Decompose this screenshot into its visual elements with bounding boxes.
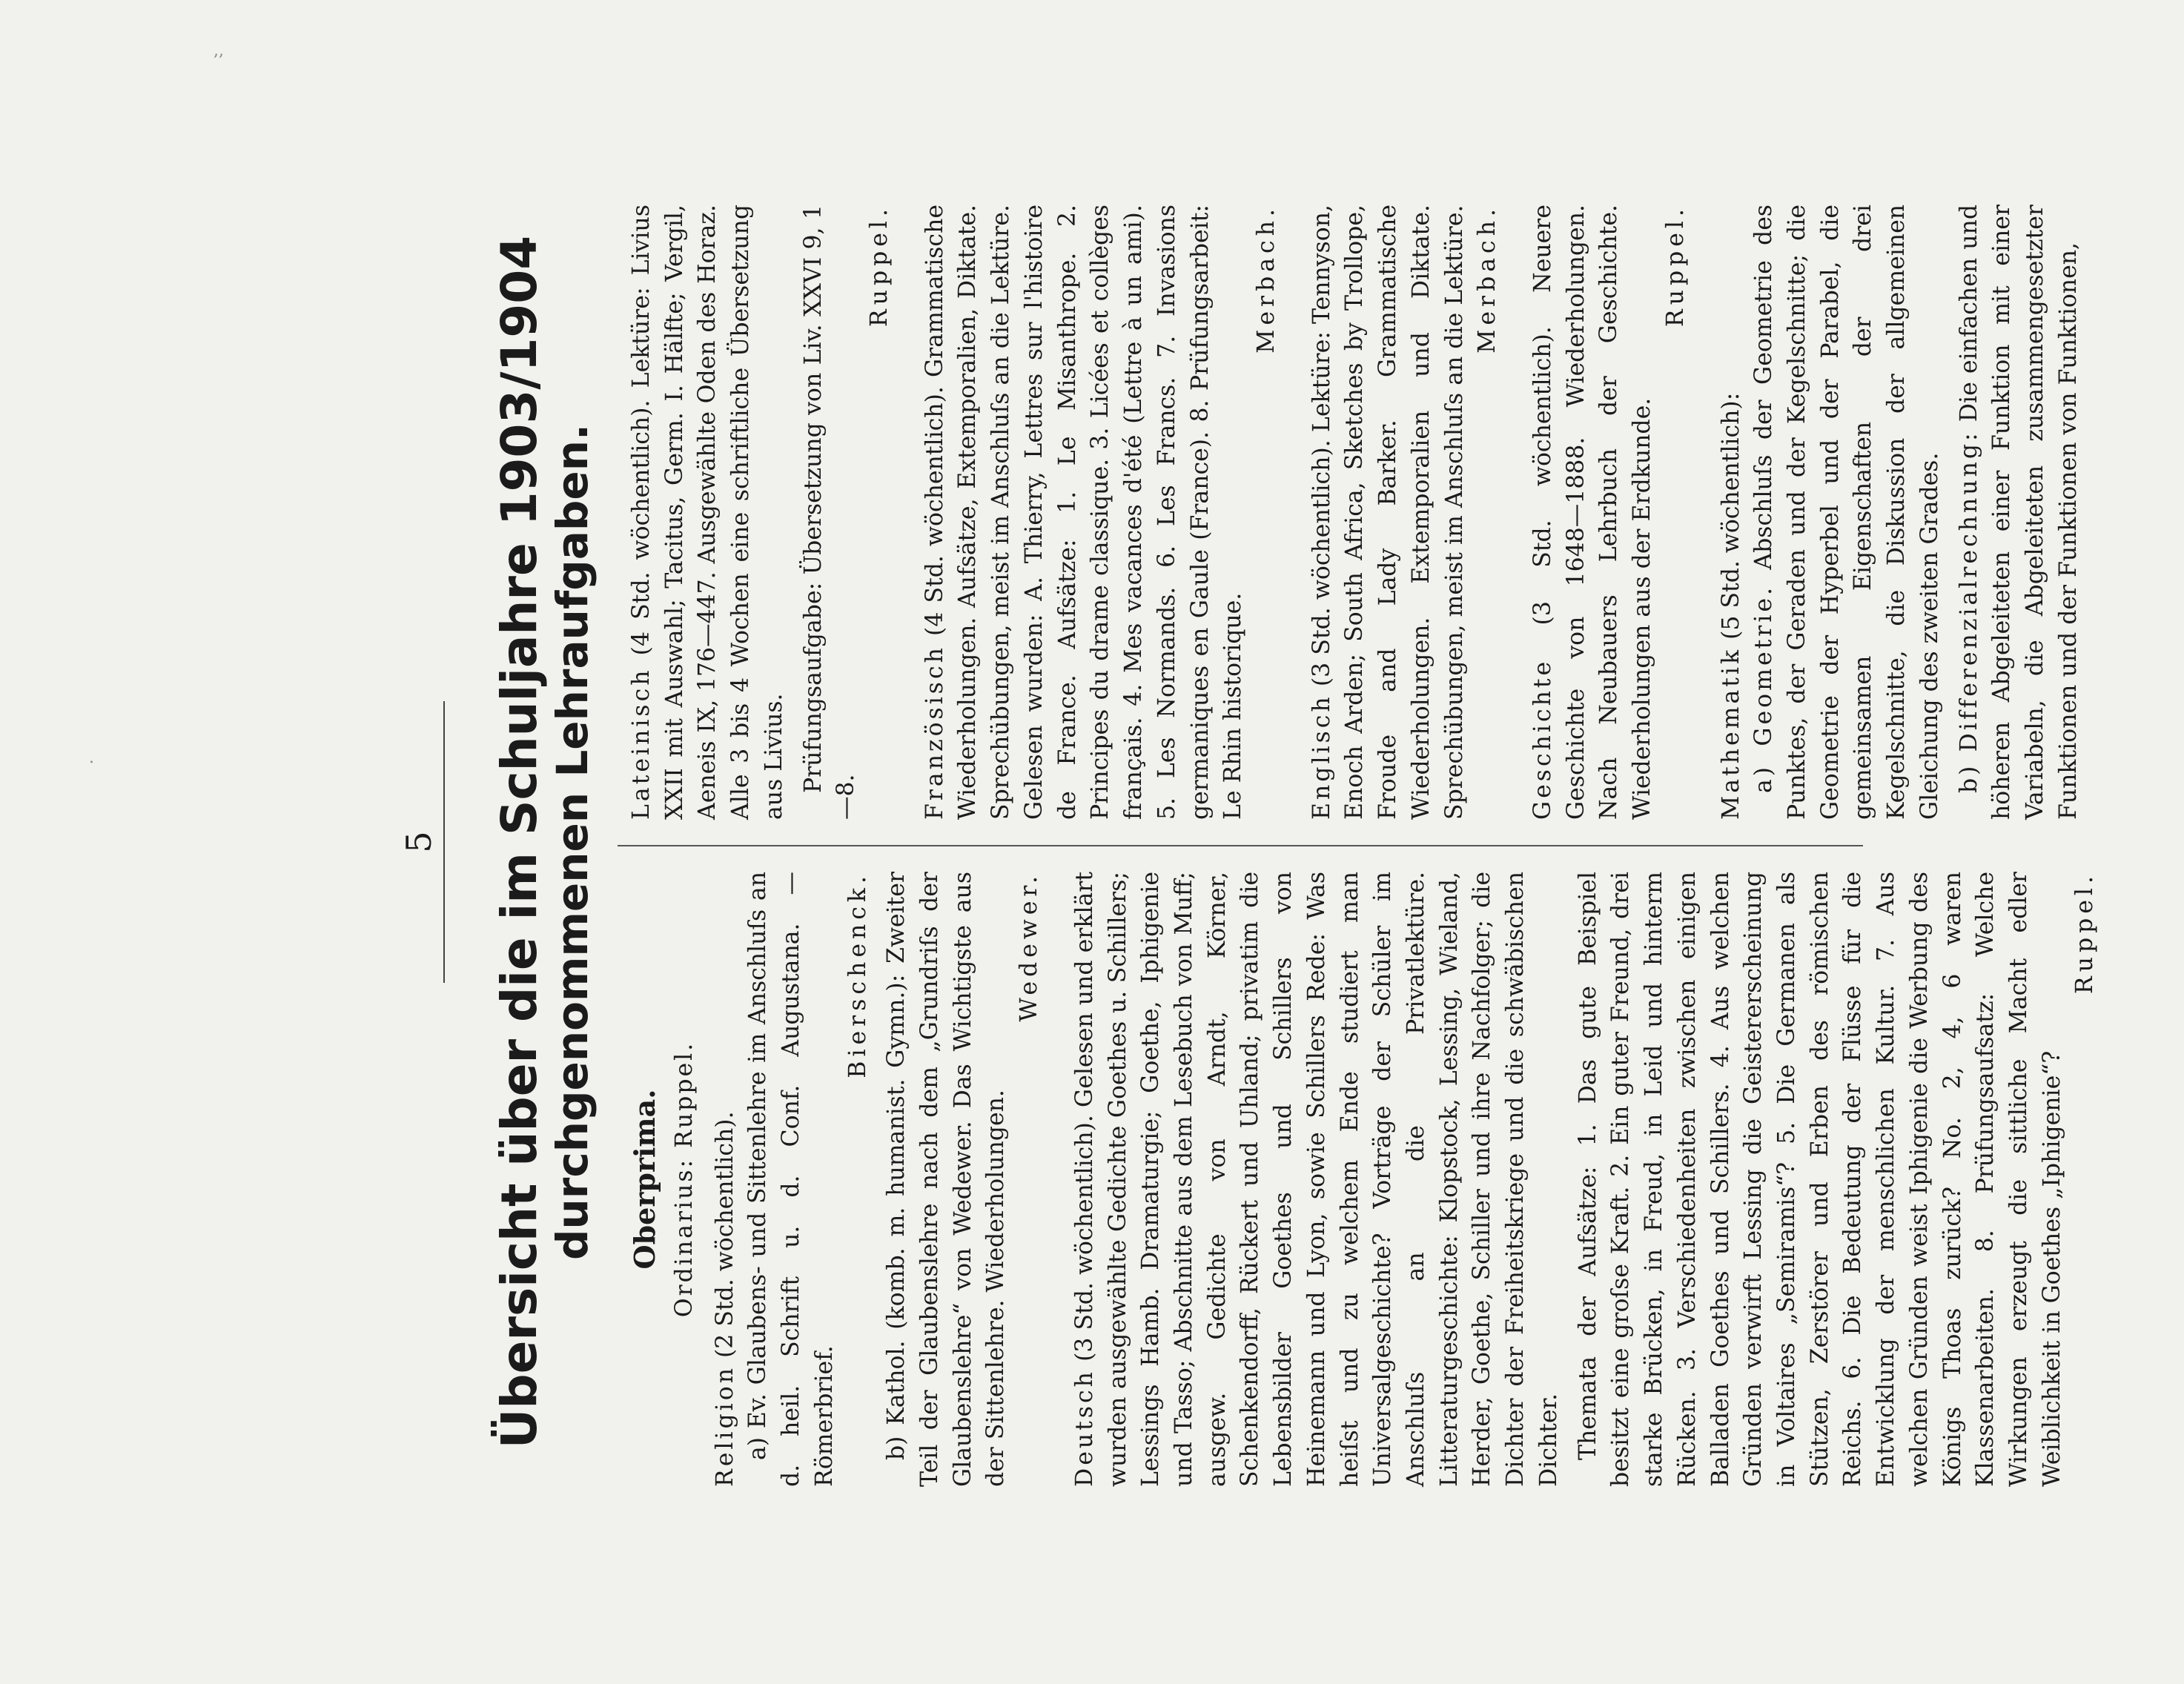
subject-label-mathematik: Mathematik <box>1717 646 1744 820</box>
teacher-signature: Ruppel. <box>866 205 893 328</box>
ordinarius-line: Ordinarius: Ruppel. <box>670 1041 698 1318</box>
religion-b-text: (komb. m. humanist. Gymn.): Zweiter Teil der Glaubenslehre nach dem „Grundriſs der Glaubenslehre“ von Wedewer. Das Wichtigste aus der Sittenlehre. Wiederholungen. <box>883 872 1010 1487</box>
page-number: 5 <box>399 831 439 853</box>
latein-section <box>625 205 896 820</box>
subject-label-religion: Religion <box>711 1365 738 1487</box>
mathematik-hours: (5 Std. wöchentlich): <box>1717 392 1744 640</box>
scan-mark: ,, <box>214 42 224 60</box>
teacher-signature: Ruppel. <box>2071 872 2099 995</box>
mathematik-a-text: Abschluſs der Geometrie des Punktes, der Geraden und der Kegelschnitte; die Geometrie der Hyperbel und der Parabel, die gemeinsamen Eigenschaften der drei Kegelschnitte, die Diskussion der allgemeinen Gleichung des zweiten Grades. <box>1750 204 1943 820</box>
subject-label-deutsch: Deutsch <box>1071 1369 1098 1487</box>
englisch-text: (3 Std. wöchentlich). Lektüre: Tennyson, Enoch Arden; South Africa, Sketches by Trollope, Froude and Lady Barker. Grammatische Wiederholungen. Extemporalien und Diktate. Sprechübungen, meist im Anschluſs an die Lektüre. <box>1308 205 1468 820</box>
religion-section <box>709 872 1046 1487</box>
subject-label-latein: Lateinisch <box>628 667 655 820</box>
religion-hours: (2 Std. wöchentlich). <box>711 1111 738 1358</box>
franzoesisch-section <box>919 205 1283 820</box>
subject-label-geschichte: Geschichte <box>1529 658 1556 820</box>
religion-b-label: b) Kathol. <box>883 1340 910 1460</box>
subject-label-franzoesisch: Französisch <box>921 645 948 820</box>
deutsch-section <box>1068 872 2102 1487</box>
mathematik-section <box>1715 205 2085 820</box>
left-column <box>625 872 2124 1487</box>
deutsch-text: (3 Std. wöchentlich). Gelesen und erklärt wurden ausgewählte Gedichte Goethes u. Schillers; Lessings Hamb. Dramaturgie; Goethe, Iphigenie und Tasso; Abschnitte aus dem Lesebuch von Muff; ausgew. Gedichte von Arndt, Körner, Schenkendorff, Rückert und Uhland; privatim die Lebensbilder Goethes und Schillers von Heinemann und Lyon, sowie Schillers Rede: Was heiſst und zu welchem Ende studiert man Universalgeschichte? Vorträge der Schüler im Anschluſs an die Privatlektüre. Litteraturgeschichte: Klopstock, Lessing, Wieland, Herder, Goethe, Schiller und ihre Nachfolger; die Dichter der Freiheitskriege und die schwäbischen Dichter. <box>1071 872 1562 1487</box>
mathematik-b-text: Die einfachen und höheren Abgeleiteten einer Funktion mit einer Variabeln, die Abgeleiteten zusammengesetzter Funktionen und der Funktionen von Funktionen, <box>1955 205 2082 820</box>
franzoesisch-text: (4 Std. wöchentlich). Grammatische Wiederholungen. Aufsätze, Extemporalien, Diktate. Sprechübungen, meist im Anschluſs an die Lektüre. Gelesen wurden: A. Thierry, Lettres sur l'histoire de France. Aufsätze: 1. Le Misanthrope. 2. Principes du drame classique. 3. Licées et collèges français. 4. Mes vacances d'été (Lettre à un ami). 5. Les Normands. 6. Les Francs. 7. Invasions germaniques en Gaule (France). 8. Prüfungsarbeit: Le Rhin historique. <box>921 205 1247 820</box>
geschichte-section <box>1526 205 1692 820</box>
mathematik-b-label: b) Differenzialrechnung: <box>1955 430 1982 793</box>
religion-a-text: Glaubens- und Sittenlehre im Anschluſs an d. heil. Schrift u. d. Conf. Augustana. — Römerbrief. <box>744 871 838 1487</box>
themata-text: 1. Das gute Beispiel besitzt eine groſse Kraft. 2. Ein guter Freund, drei starke Brücken, in Freud, in Leid und hinterm Rücken. 3. Verschiedenheiten zwischen einigen Balladen Goethes und Schillers. 4. Aus welchen Gründen verwirft Lessing die Geistererscheinung in Voltaires „Semiramis“? 5. Die Germanen als Stützen, Zerstörer und Erben des römischen Reichs. 6. Die Bedeutung der Flüsse für die Entwicklung der menschlichen Kultur. 7. Aus welchen Gründen weist Iphigenie die Werbung des Königs Thoas zurück? No. 2, 4, 6 waren Klassenarbeiten. 8. Prüfungsaufsatz: Welche Wirkungen erzeugt die sittliche Macht edler Weiblichkeit in Goethes „Iphigenie“? <box>1574 872 2065 1487</box>
mathematik-a-label: a) Geometrie. <box>1750 584 1778 793</box>
title-line-1: Übersicht über die im Schuljahre 1903/1904 <box>491 235 548 1449</box>
themata-intro: Themata der Aufsätze: <box>1574 1166 1601 1460</box>
rotated-page-content <box>314 153 2099 1531</box>
right-column <box>625 205 2107 820</box>
column-divider <box>618 845 1863 846</box>
geschichte-text: (3 Std. wöchentlich). Neuere Geschichte von 1648—1888. Wiederholungen. Nach Neubauers Lehrbuch der Geschichte. Wiederholungen aus der Erdkunde. <box>1529 205 1656 820</box>
page-number-rule <box>443 701 445 983</box>
subject-label-englisch: Englisch <box>1308 694 1335 820</box>
latein-text: (4 Std. wöchentlich). Lektüre: Livius XXII mit Auswahl; Tacitus, Germ. I. Hälfte; Vergil, Aeneis IX, 176—447. Ausgewählte Oden des Horaz. Alle 3 bis 4 Wochen eine schriftliche Übersetzung aus Livius. <box>628 204 787 820</box>
page-title <box>492 197 598 1487</box>
religion-a-label: a) Ev. <box>744 1393 772 1460</box>
scan-mark: . <box>89 749 94 767</box>
teacher-signature: Ruppel. <box>1661 205 1689 328</box>
teacher-signature: Merbach. <box>1474 205 1501 354</box>
englisch-section <box>1306 205 1504 820</box>
teacher-signature: Merbach. <box>1252 205 1280 354</box>
teacher-signature: Wedewer. <box>1016 872 1043 1022</box>
latein-pruefung: Prüfungsaufgabe: Übersetzung von Liv. XXVI 9, 1—8. <box>799 205 860 820</box>
teacher-signature: Bierschenck. <box>844 872 871 1078</box>
class-heading: Oberprima. <box>628 1089 661 1270</box>
title-line-2: durchgenommenen Lehraufgaben. <box>546 423 598 1261</box>
